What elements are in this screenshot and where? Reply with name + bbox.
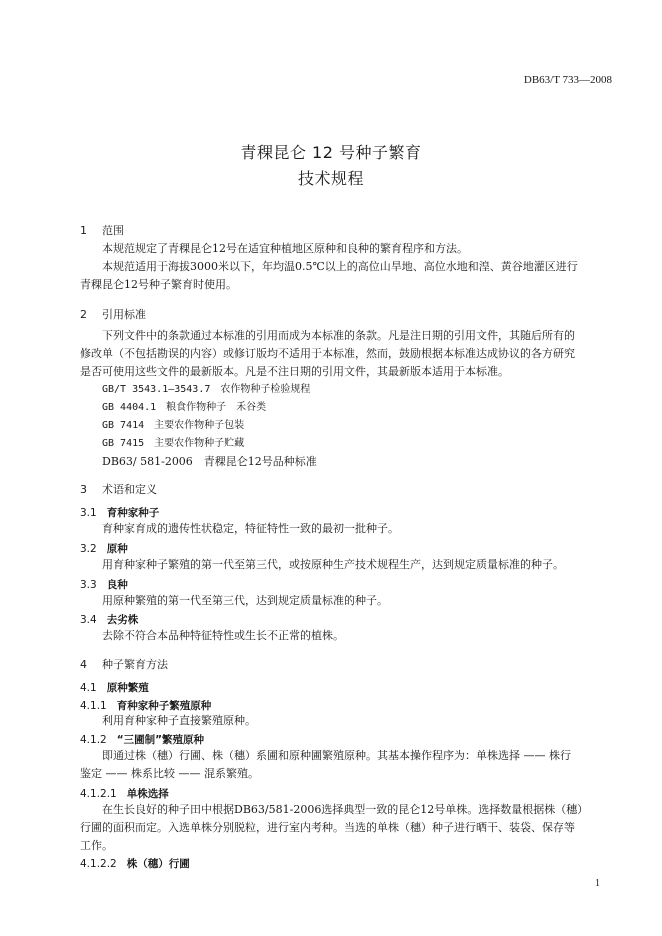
term-name: 育种家种子 xyxy=(106,507,160,519)
reference-item: DB63/ 581-2006 青稞昆仑12号品种标准 xyxy=(102,455,317,468)
subsection-number: 4.1.2.1 xyxy=(80,788,117,800)
paragraph-continuation: 鉴定 —— 株系比较 —— 混系繁殖。 xyxy=(80,767,259,780)
subsection-number: 4.1.2.2 xyxy=(80,858,117,870)
subsection-number: 4.1 xyxy=(80,682,97,694)
subsection-title: 育种家种子繁殖原种 xyxy=(116,700,212,712)
paragraph: 本规范适用于海拔3000米以下，年均温0.5℃以上的高位山旱地、高位水地和湟、黄谷地灌区进行 xyxy=(102,260,578,273)
subsection-title: 原种繁殖 xyxy=(106,682,149,694)
subsection-heading xyxy=(80,856,190,871)
subsection-number: 4.1.2 xyxy=(80,734,107,746)
subsection-title: 单株选择 xyxy=(126,788,169,800)
page-number: 1 xyxy=(595,878,600,889)
reference-item: GB 7414 主要农作物种子包装 xyxy=(102,420,245,431)
section-number: 2 xyxy=(80,308,87,321)
term-definition: 用原种繁殖的第一代至第三代，达到规定质量标准的种子。 xyxy=(102,594,388,607)
term-heading xyxy=(80,505,159,520)
term-definition: 去除不符合本品种特征特性或生长不正常的植株。 xyxy=(102,629,344,642)
term-heading xyxy=(80,577,128,592)
section-heading xyxy=(80,481,157,497)
term-number: 3.3 xyxy=(80,579,97,591)
term-number: 3.4 xyxy=(80,614,97,626)
document-title-line1: 青稞昆仑 12 号种子繁育 xyxy=(240,143,422,162)
term-definition: 用育种家种子繁殖的第一代至第三代，或按原种生产技术规程生产，达到规定质量标准的种子。 xyxy=(102,558,564,571)
paragraph: 下列文件中的条款通过本标准的引用而成为本标准的条款。凡是注日期的引用文件，其随后所有的 xyxy=(102,329,575,342)
section-heading xyxy=(80,222,124,238)
section-title: 种子繁育方法 xyxy=(102,658,168,671)
section-number: 1 xyxy=(80,224,87,237)
reference-item: GB 7415 主要农作物种子贮藏 xyxy=(102,438,245,449)
paragraph: 在生长良好的种子田中根据DB63/581-2006选择典型一致的昆仑12号单株。选择数量根据株（穗） xyxy=(102,803,589,816)
paragraph-continuation: 工作。 xyxy=(80,839,113,852)
section-title: 术语和定义 xyxy=(102,483,157,496)
paragraph-continuation: 是否可使用这些文件的最新版本。凡是不注日期的引用文件，其最新版本适用于本标准。 xyxy=(80,365,509,378)
term-heading xyxy=(80,612,138,627)
paragraph-continuation: 青稞昆仑12号种子繁育时使用。 xyxy=(80,278,237,291)
subsection-heading xyxy=(80,732,204,747)
subsection-number: 4.1.1 xyxy=(80,700,107,712)
document-title-line2: 技术规程 xyxy=(297,169,364,188)
paragraph: 本规范规定了青稞昆仑12号在适宜种植地区原种和良种的繁育程序和方法。 xyxy=(102,242,468,255)
section-number: 4 xyxy=(80,658,87,671)
subsection-heading xyxy=(80,698,211,713)
term-definition: 育种家育成的遗传性状稳定，特征特性一致的最初一批种子。 xyxy=(102,522,399,535)
subsection-title: 株（穗）行圃 xyxy=(126,858,190,870)
term-heading xyxy=(80,541,128,556)
standard-code: DB63/T 733—2008 xyxy=(523,74,612,86)
section-number: 3 xyxy=(80,483,87,496)
paragraph: 即通过株（穗）行圃、株（穗）系圃和原种圃繁殖原种。其基本操作程序为：单株选择 —— 株行 xyxy=(102,749,571,762)
paragraph-continuation: 修改单（不包括勘误的内容）或修订版均不适用于本标准，然而，鼓励根据本标准达成协议的各方研究 xyxy=(80,347,575,360)
term-number: 3.2 xyxy=(80,543,97,555)
subsection-heading xyxy=(80,786,169,801)
term-name: 去劣株 xyxy=(106,614,139,626)
subsection-heading xyxy=(80,680,149,695)
term-number: 3.1 xyxy=(80,507,97,519)
paragraph: 利用育种家种子直接繁殖原种。 xyxy=(102,714,256,727)
reference-item: GB 4404.1 粮食作物种子 禾谷类 xyxy=(102,402,267,413)
subsection-title: “三圃制”繁殖原种 xyxy=(116,734,205,746)
paragraph-continuation: 行圃的面积而定。入选单株分别脱粒，进行室内考种。当选的单株（穗）种子进行晒干、装袋、保存等 xyxy=(80,821,575,834)
section-heading xyxy=(80,306,146,322)
term-name: 良种 xyxy=(106,579,128,591)
section-title: 引用标准 xyxy=(102,308,146,321)
term-name: 原种 xyxy=(106,543,128,555)
section-title: 范围 xyxy=(102,224,124,237)
reference-item: GB/T 3543.1—3543.7 农作物种子检验规程 xyxy=(102,384,311,395)
section-heading xyxy=(80,656,168,672)
